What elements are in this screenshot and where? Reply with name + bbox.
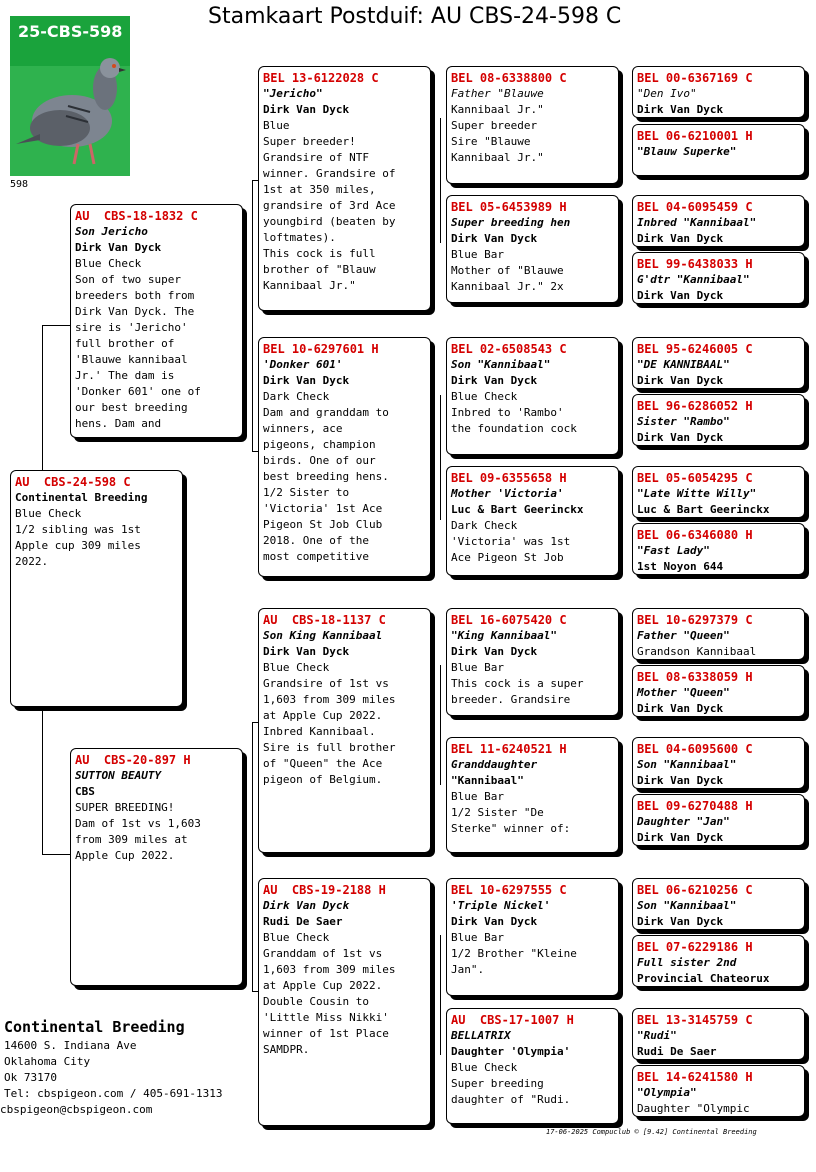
info-line: daughter of "Rudi.: [451, 1093, 571, 1106]
info-line: Blue Check: [263, 661, 330, 674]
info-line: our best breeding: [75, 401, 188, 414]
breeder-name: Dirk Van Dyck: [75, 241, 162, 254]
gen4-card-5: [632, 337, 805, 389]
info-line: 1/2 Sister "De: [451, 806, 544, 819]
pigeon-name: BELLATRIX: [451, 1029, 511, 1042]
info-line: Blue Check: [75, 257, 142, 270]
info-line: youngbird (beaten by: [263, 215, 396, 228]
info-line: Granddam of 1st vs: [263, 947, 383, 960]
address-line: 14600 S. Indiana Ave: [4, 1039, 137, 1052]
ring-number: BEL 08-6338059 H: [637, 670, 753, 684]
info-line: Ace Pigeon St Job: [451, 551, 564, 564]
info-line: full brother of: [75, 337, 175, 350]
pigeon-name: Mother "Queen": [637, 686, 730, 699]
info-line: Blue Bar: [451, 248, 504, 261]
granddam-maternal-card: [258, 878, 431, 1126]
breeder-name: Rudi De Saer: [263, 915, 343, 928]
info-line: at Apple Cup 2022.: [263, 979, 383, 992]
pigeon-name: Inbred "Kannibaal": [637, 216, 757, 229]
pigeon-name: Son Jericho: [75, 225, 148, 238]
info-line: Kannibaal Jr." 2x: [451, 280, 564, 293]
info-line: 'Donker 601' one of: [75, 385, 201, 398]
breeder-name: Dirk Van Dyck: [637, 289, 724, 302]
ring-number: AU CBS-24-598 C: [15, 475, 131, 489]
pigeon-name: "Olympia": [637, 1086, 697, 1099]
info-line: winner. Grandsire of: [263, 167, 396, 180]
info-line: Grandsire of 1st vs: [263, 677, 389, 690]
gen4-card-13: [632, 878, 805, 930]
breeder-name: Rudi De Saer: [637, 1045, 717, 1058]
ring-number: BEL 04-6095459 C: [637, 200, 753, 214]
email-line: cbspigeon@cbspigeon.com: [0, 1103, 153, 1116]
info-line: Inbred to 'Rambo': [451, 406, 564, 419]
info-line: Blue Check: [15, 507, 82, 520]
info-line: Blue Bar: [451, 790, 504, 803]
photo-caption: 598: [10, 179, 29, 190]
breeder-name: Dirk Van Dyck: [451, 645, 538, 658]
breeder-name: Provincial Chateorux: [637, 972, 770, 985]
ring-number: AU CBS-18-1832 C: [75, 209, 198, 223]
info-line: Double Cousin to: [263, 995, 369, 1008]
pigeon-name: 'Triple Nickel': [451, 899, 551, 912]
gen4-card-15: [632, 1008, 805, 1060]
gen4-card-14: [632, 935, 805, 987]
pigeon-name: Full sister 2nd: [637, 956, 737, 969]
info-line: birds. One of our: [263, 454, 376, 467]
subject-pigeon-card: [10, 470, 183, 707]
ring-number: BEL 10-6297555 C: [451, 883, 567, 897]
info-line: Sire "Blauwe: [451, 135, 531, 148]
info-line: breeder. Grandsire: [451, 693, 571, 706]
gen4-card-2: [632, 124, 805, 176]
info-line: Mother of "Blauwe: [451, 264, 564, 277]
info-line: sire is 'Jericho': [75, 321, 188, 334]
ring-number: BEL 10-6297379 C: [637, 613, 753, 627]
gen3-card-7: [446, 878, 619, 996]
info-line: Blue Check: [263, 931, 330, 944]
ring-number: AU CBS-19-2188 H: [263, 883, 386, 897]
gen3-card-5: [446, 608, 619, 716]
info-line: "Kannibaal": [451, 774, 524, 787]
info-line: the foundation cock: [451, 422, 577, 435]
breeder-name: Dirk Van Dyck: [263, 103, 350, 116]
breeder-name: Dirk Van Dyck: [637, 915, 724, 928]
breeder-name: Luc & Bart Geerinckx: [637, 503, 770, 516]
info-line: at Apple Cup 2022.: [263, 709, 383, 722]
info-line: loftmates).: [263, 231, 336, 244]
info-line: Dark Check: [451, 519, 518, 532]
pigeon-name: 'Donker 601': [263, 358, 343, 371]
ring-number: BEL 13-3145759 C: [637, 1013, 753, 1027]
info-line: 1/2 Brother "Kleine: [451, 947, 577, 960]
photo-label: 25-CBS-598: [18, 22, 123, 41]
info-line: Dam and granddam to: [263, 406, 389, 419]
info-line: winners, ace: [263, 422, 343, 435]
info-line: Son of two super: [75, 273, 181, 286]
breeder-name: Dirk Van Dyck: [637, 831, 724, 844]
gen4-card-12: [632, 794, 805, 846]
ring-number: BEL 05-6453989 H: [451, 200, 567, 214]
pigeon-name: "Den Ivo": [637, 87, 697, 100]
gen4-card-3: [632, 195, 805, 247]
info-line: 2022.: [15, 555, 49, 568]
gen3-card-4: [446, 466, 619, 576]
ring-number: BEL 13-6122028 C: [263, 71, 379, 85]
info-line: This cock is a super: [451, 677, 584, 690]
gen4-card-10: [632, 665, 805, 717]
info-line: Blue Bar: [451, 661, 504, 674]
breeder-name: Dirk Van Dyck: [637, 232, 724, 245]
ring-number: BEL 10-6297601 H: [263, 342, 379, 356]
gen3-card-3: [446, 337, 619, 455]
info-line: Super breeder!: [263, 135, 356, 148]
ring-number: BEL 05-6054295 C: [637, 471, 753, 485]
pigeon-name: SUTTON BEAUTY: [75, 769, 162, 782]
gen3-card-2: [446, 195, 619, 303]
info-line: Dirk Van Dyck. The: [75, 305, 195, 318]
info-line: Inbred Kannibaal.: [263, 725, 376, 738]
info-line: best breeding hens.: [263, 470, 389, 483]
ring-number: AU CBS-18-1137 C: [263, 613, 386, 627]
breeder-name: Dirk Van Dyck: [637, 374, 724, 387]
info-line: Pigeon St Job Club: [263, 518, 383, 531]
gen4-card-9: [632, 608, 805, 660]
info-line: from 309 miles at: [75, 833, 188, 846]
pigeon-name: "Rudi": [637, 1029, 677, 1042]
ring-number: BEL 14-6241580 H: [637, 1070, 753, 1084]
breeder-name: CBS: [75, 785, 95, 798]
info-line: most competitive: [263, 550, 369, 563]
breeder-name: 1st Noyon 644: [637, 560, 724, 573]
info-line: winner of 1st Place: [263, 1027, 389, 1040]
info-line: Blue Bar: [451, 931, 504, 944]
breeder-name: Daughter "Olympic: [637, 1102, 750, 1115]
gen3-card-8: [446, 1008, 619, 1124]
pigeon-name: Granddaughter: [451, 758, 538, 771]
ring-number: BEL 96-6286052 H: [637, 399, 753, 413]
gen3-card-1: [446, 66, 619, 184]
grandsire-maternal-card: [258, 608, 431, 853]
info-line: Kannibaal Jr.": [263, 279, 356, 292]
breeder-name-heading: Continental Breeding: [4, 1018, 185, 1036]
pigeon-name: Son "Kannibaal": [451, 358, 551, 371]
breeder-name: Dirk Van Dyck: [637, 774, 724, 787]
breeder-name: Dirk Van Dyck: [263, 374, 350, 387]
info-line: Continental Breeding: [15, 491, 148, 504]
info-line: Jr.' The dam is: [75, 369, 175, 382]
info-line: Kannibaal Jr.": [451, 103, 544, 116]
ring-number: AU CBS-17-1007 H: [451, 1013, 574, 1027]
info-line: 1,603 from 309 miles: [263, 693, 396, 706]
address-line: Ok 73170: [4, 1071, 57, 1084]
breeder-contact-block: [0, 1016, 223, 1118]
ring-number: BEL 08-6338800 C: [451, 71, 567, 85]
ring-number: BEL 06-6346080 H: [637, 528, 753, 542]
info-line: Apple cup 309 miles: [15, 539, 141, 552]
ring-number: BEL 16-6075420 C: [451, 613, 567, 627]
gen4-card-8: [632, 523, 805, 575]
pigeon-name: Mother 'Victoria': [451, 487, 564, 500]
info-line: Blue Check: [451, 1061, 518, 1074]
ring-number: BEL 95-6246005 C: [637, 342, 753, 356]
info-line: Sire is full brother: [263, 741, 396, 754]
breeder-name: Dirk Van Dyck: [451, 915, 538, 928]
breeder-name: Dirk Van Dyck: [451, 232, 538, 245]
pigeon-name: "Late Witte Willy": [637, 487, 757, 500]
gen4-card-4: [632, 252, 805, 304]
info-line: 1,603 from 309 miles: [263, 963, 396, 976]
info-line: breeders both from: [75, 289, 195, 302]
info-line: SUPER BREEDING!: [75, 801, 175, 814]
ring-number: BEL 07-6229186 H: [637, 940, 753, 954]
info-line: 1/2 Sister to: [263, 486, 350, 499]
gen4-card-11: [632, 737, 805, 789]
pigeon-name: "Blauw Superke": [637, 145, 737, 158]
ring-number: BEL 06-6210001 H: [637, 129, 753, 143]
info-line: Super breeding: [451, 1077, 544, 1090]
info-line: brother of "Blauw: [263, 263, 376, 276]
pigeon-name: "Fast Lady": [637, 544, 710, 557]
gen3-card-6: [446, 737, 619, 853]
info-line: 'Blauwe kannibaal: [75, 353, 188, 366]
pigeon-name: Son "Kannibaal": [637, 899, 737, 912]
info-line: Grandsire of NTF: [263, 151, 369, 164]
breeder-name: Dirk Van Dyck: [637, 431, 724, 444]
breeder-name: Daughter 'Olympia': [451, 1045, 571, 1058]
pigeon-name: Son "Kannibaal": [637, 758, 737, 771]
info-line: 2018. One of the: [263, 534, 369, 547]
pigeon-name: "DE KANNIBAAL": [637, 358, 730, 371]
pigeon-name: Father "Blauwe: [451, 87, 544, 100]
info-line: 'Little Miss Nikki': [263, 1011, 389, 1024]
info-line: pigeon of Belgium.: [263, 773, 383, 786]
pigeon-name: G'dtr "Kannibaal": [637, 273, 750, 286]
pigeon-photo: [10, 16, 130, 176]
breeder-name: Luc & Bart Geerinckx: [451, 503, 584, 516]
breeder-name: Dirk Van Dyck: [263, 645, 350, 658]
info-line: This cock is full: [263, 247, 376, 260]
grandsire-paternal-card: [258, 66, 431, 311]
gen4-card-1: [632, 66, 805, 118]
breeder-name: Grandson Kannibaal: [637, 645, 757, 658]
pigeon-name: Dirk Van Dyck: [263, 899, 350, 912]
breeder-name: Dirk Van Dyck: [451, 374, 538, 387]
info-line: Super breeder: [451, 119, 538, 132]
gen4-card-7: [632, 466, 805, 518]
granddam-paternal-card: [258, 337, 431, 577]
dam-card: [70, 748, 243, 986]
pigeon-name: Sister "Rambo": [637, 415, 730, 428]
info-line: Jan".: [451, 963, 485, 976]
ring-number: AU CBS-20-897 H: [75, 753, 191, 767]
info-line: Apple Cup 2022.: [75, 849, 175, 862]
info-line: 1st at 350 miles,: [263, 183, 376, 196]
info-line: grandsire of 3rd Ace: [263, 199, 396, 212]
pigeon-name: Daughter "Jan": [637, 815, 730, 828]
pigeon-name: Son King Kannibaal: [263, 629, 383, 642]
pigeon-name: "King Kannibaal": [451, 629, 557, 642]
info-line: Kannibaal Jr.": [451, 151, 544, 164]
pigeon-name: Super breeding hen: [451, 216, 571, 229]
pigeon-name: "Jericho": [263, 87, 323, 100]
info-line: Blue: [263, 119, 290, 132]
sire-card: [70, 204, 243, 438]
page-title: Stamkaart Postduif: AU CBS-24-598 C: [208, 4, 622, 29]
ring-number: BEL 09-6355658 H: [451, 471, 567, 485]
info-line: Dark Check: [263, 390, 330, 403]
gen4-card-6: [632, 394, 805, 446]
ring-number: BEL 04-6095600 C: [637, 742, 753, 756]
ring-number: BEL 06-6210256 C: [637, 883, 753, 897]
telephone-line: Tel: cbspigeon.com / 405-691-1313: [4, 1087, 223, 1100]
address-line: Oklahoma City: [4, 1055, 91, 1068]
gen4-card-16: [632, 1065, 805, 1117]
ring-number: BEL 11-6240521 H: [451, 742, 567, 756]
info-line: pigeons, champion: [263, 438, 376, 451]
footer-credit: 17-06-2025 Compuclub © [9.42] Continental Breeding: [546, 1128, 757, 1136]
info-line: 'Victoria' was 1st: [451, 535, 571, 548]
info-line: 'Victoria' 1st Ace: [263, 502, 383, 515]
info-line: Sterke" winner of:: [451, 822, 571, 835]
breeder-name: Dirk Van Dyck: [637, 103, 724, 116]
info-line: 1/2 sibling was 1st: [15, 523, 141, 536]
ring-number: BEL 02-6508543 C: [451, 342, 567, 356]
pigeon-image: [10, 16, 130, 176]
info-line: of "Queen" the Ace: [263, 757, 383, 770]
ring-number: BEL 09-6270488 H: [637, 799, 753, 813]
pigeon-name: Father "Queen": [637, 629, 730, 642]
info-line: hens. Dam and: [75, 417, 162, 430]
info-line: Blue Check: [451, 390, 518, 403]
info-line: Dam of 1st vs 1,603: [75, 817, 201, 830]
ring-number: BEL 99-6438033 H: [637, 257, 753, 271]
breeder-name: Dirk Van Dyck: [637, 702, 724, 715]
info-line: SAMDPR.: [263, 1043, 310, 1056]
ring-number: BEL 00-6367169 C: [637, 71, 753, 85]
